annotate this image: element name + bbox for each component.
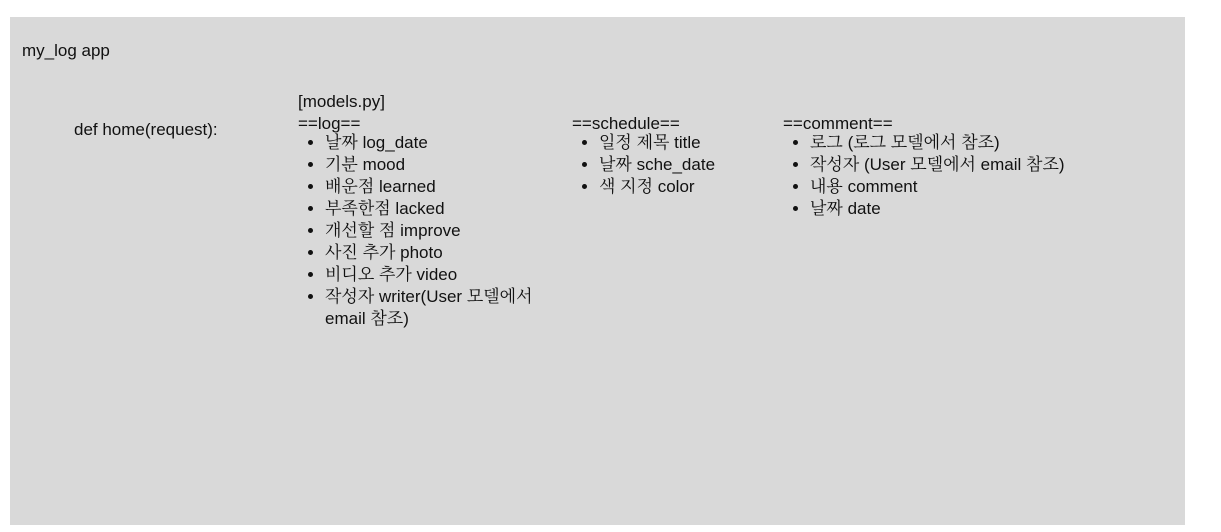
home-view-signature: def home(request):: [74, 120, 218, 139]
schedule-field: • 색 지정 color: [599, 176, 762, 198]
log-field: • 배운점 learned: [325, 176, 560, 198]
comment-field: • 작성자 (User 모델에서 email 참조): [810, 154, 1113, 176]
log-field: • 날짜 log_date: [325, 132, 560, 154]
comment-model: [783, 115, 1113, 220]
log-field: • 개선할 점 improve: [325, 220, 560, 242]
log-field: • 작성자 writer(User 모델에서 email 참조): [325, 286, 560, 330]
log-field: • 기분 mood: [325, 154, 560, 176]
log-field-list: [298, 132, 560, 330]
schedule-field: • 일정 제목 title: [599, 132, 762, 154]
comment-model-name: ==comment==: [783, 114, 893, 133]
diagram-frame: [10, 17, 1185, 525]
app-title: my_log app: [22, 41, 110, 60]
comment-field: • 내용 comment: [810, 176, 1113, 198]
log-model-name: ==log==: [298, 114, 361, 133]
schedule-field: • 날짜 sche_date: [599, 154, 762, 176]
comment-field: • 날짜 date: [810, 198, 1113, 220]
schedule-field-list: [572, 132, 762, 198]
comment-field-list: [783, 132, 1113, 220]
log-field: • 사진 추가 photo: [325, 242, 560, 264]
log-field: • 비디오 추가 video: [325, 264, 560, 286]
models-file-heading: [models.py]: [298, 92, 385, 111]
log-field: • 부족한점 lacked: [325, 198, 560, 220]
log-model: [298, 115, 560, 330]
schedule-model: [572, 115, 762, 198]
comment-field: • 로그 (로그 모델에서 참조): [810, 132, 1113, 154]
schedule-model-name: ==schedule==: [572, 114, 680, 133]
